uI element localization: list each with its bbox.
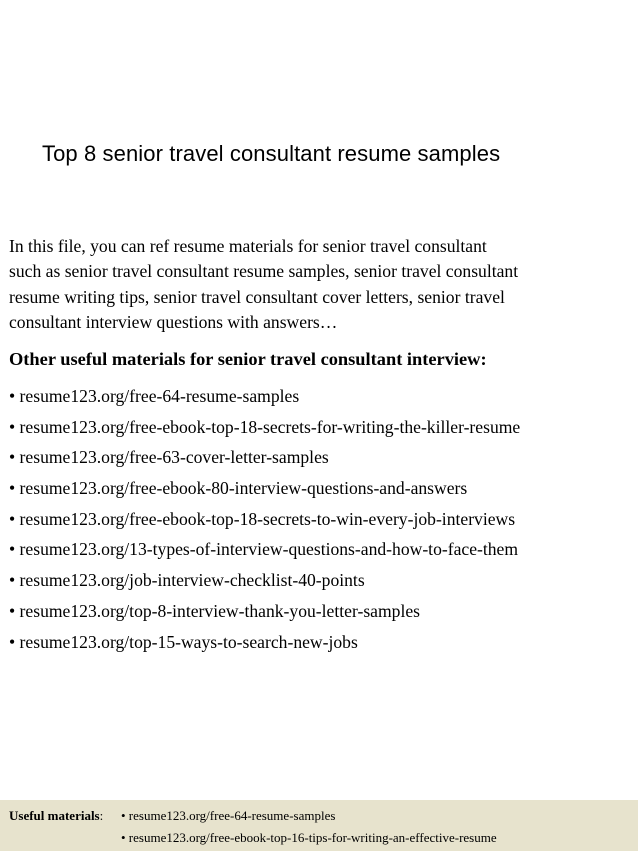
materials-list-item[interactable]: • resume123.org/top-15-ways-to-search-new-jobs	[9, 631, 358, 652]
intro-line: In this file, you can ref resume materials for senior travel consultant	[9, 236, 487, 256]
materials-heading: Other useful materials for senior travel consultant interview:	[9, 349, 487, 369]
footer-link[interactable]: • resume123.org/free-64-resume-samples	[121, 808, 336, 823]
materials-list-item[interactable]: • resume123.org/free-ebook-top-18-secrets-for-writing-the-killer-resume	[9, 416, 521, 437]
materials-list-item[interactable]: • resume123.org/free-ebook-top-18-secrets-to-win-every-job-interviews	[9, 508, 516, 529]
materials-list-item[interactable]: • resume123.org/13-types-of-interview-questions-and-how-to-face-them	[9, 539, 519, 560]
materials-list-item[interactable]: • resume123.org/free-ebook-80-interview-questions-and-answers	[9, 478, 468, 499]
intro-paragraph	[9, 234, 635, 335]
intro-line: such as senior travel consultant resume samples, senior travel consultant	[9, 261, 519, 282]
materials-list-item[interactable]: • resume123.org/job-interview-checklist-40-points	[9, 570, 365, 591]
intro-line: resume writing tips, senior travel consultant cover letters, senior travel	[9, 286, 505, 307]
footer-label-colon: :	[99, 808, 104, 823]
materials-list-item[interactable]: • resume123.org/free-64-resume-samples	[9, 386, 300, 406]
materials-list-item[interactable]: • resume123.org/free-63-cover-letter-samples	[9, 447, 329, 468]
footer-link[interactable]: • resume123.org/free-ebook-top-16-tips-for-writing-an-effective-resume	[121, 830, 497, 845]
footer-label	[9, 808, 103, 824]
intro-line: consultant interview questions with answers…	[9, 311, 338, 332]
materials-list-item[interactable]: • resume123.org/top-8-interview-thank-you-letter-samples	[9, 600, 420, 621]
footer-bar	[0, 800, 638, 851]
footer-label-text: Useful materials	[9, 808, 100, 823]
materials-list	[9, 381, 520, 657]
page-title: Top 8 senior travel consultant resume samples	[42, 141, 501, 166]
